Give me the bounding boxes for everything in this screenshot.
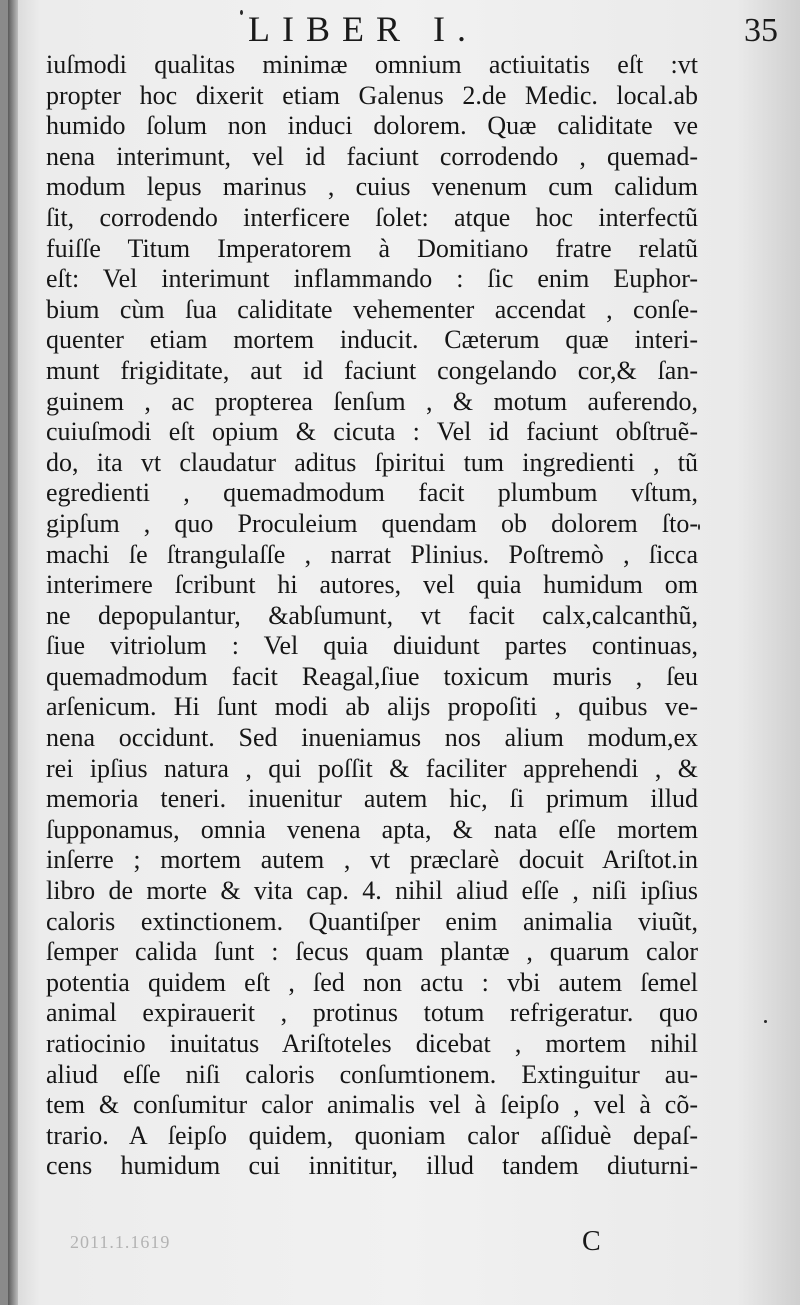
- book-page: [8, 0, 800, 1305]
- ink-speck: [764, 1020, 767, 1023]
- text-line: propter hoc dixerit etiam Galenus 2.de Medic. local.ab: [46, 80, 698, 110]
- text-line: memoria teneri. inuenitur autem hic, ſi primum illud: [46, 784, 698, 814]
- text-line: nena interimunt, vel id faciunt corrodendo , quemad-: [46, 141, 698, 171]
- text-line: iuſmodi qualitas minimæ omnium actiuitatis eſt :vt: [46, 50, 698, 79]
- text-line: trario. A ſeipſo quidem, quoniam calor aſſiduè depaſ-: [46, 1120, 698, 1150]
- text-line: quemadmodum facit Reagal,ſiue toxicum muris , ſeu: [46, 661, 698, 691]
- text-line: ſupponamus, omnia venena apta, & nata eſſe mortem: [46, 814, 698, 844]
- running-head: [8, 8, 800, 48]
- text-line: eſt: Vel interimunt inflammando : ſic enim Euphor-: [46, 264, 698, 294]
- text-line: potentia quidem eſt , ſed non actu : vbi autem ſemel: [46, 967, 698, 997]
- ink-speck: [240, 10, 243, 15]
- text-line: quenter etiam mortem inducit. Cæterum quæ interi-: [46, 325, 698, 355]
- text-line: rei ipſius natura , qui poſſit & faciliter apprehendi , &: [46, 753, 698, 783]
- text-line: ratiocinio inuitatus Ariſtoteles dicebat , mortem nihil: [46, 1029, 698, 1058]
- body-text: [46, 50, 698, 1182]
- text-line: bium cùm ſua caliditate vehementer accendat , conſe-: [46, 294, 698, 324]
- text-line: ne depopulantur, &abſumunt, vt facit calx,calcanthũ,: [46, 600, 698, 630]
- text-line: fuiſſe Titum Imperatorem à Domitiano fratre relatũ: [46, 233, 698, 263]
- text-line: interimere ſcribunt hi autores, vel quia humidum om: [46, 570, 698, 600]
- running-title: LIBER I.: [248, 9, 478, 49]
- text-line: do, ita vt claudatur aditus ſpiritui tum ingredienti , tũ: [46, 447, 698, 477]
- text-line: ſiue vitriolum : Vel quia diuidunt partes continuas,: [46, 631, 698, 661]
- text-line: modum lepus marinus , cuius venenum cum calidum: [46, 172, 698, 202]
- text-line: caloris extinctionem. Quantiſper enim animalia viuũt,: [46, 906, 698, 936]
- ink-speck: [698, 524, 700, 530]
- text-line: egredienti , quemadmodum facit plumbum vſtum,: [46, 478, 698, 508]
- text-line: humido ſolum non induci dolorem. Quæ caliditate ve: [46, 111, 698, 141]
- page-number: 35: [744, 12, 778, 49]
- text-line: cuiuſmodi eſt opium & cicuta : Vel id faciunt obſtruẽ-: [46, 417, 698, 447]
- text-line: gipſum , quo Proculeium quendam ob dolorem ſto-: [46, 508, 698, 538]
- text-line: libro de morte & vita cap. 4. nihil aliud eſſe , niſi ipſius: [46, 876, 698, 906]
- text-line: tem & conſumitur calor animalis vel à ſeipſo , vel à cõ-: [46, 1090, 698, 1120]
- text-line: inſerre ; mortem autem , vt præclarè docuit Ariſtot.in: [46, 845, 698, 875]
- text-line: machi ſe ſtrangulaſſe , narrat Plinius. Poſtremò , ſicca: [46, 539, 698, 569]
- text-line: ſemper calida ſunt : ſecus quam plantæ , quarum calor: [46, 937, 698, 967]
- text-line: guinem , ac propterea ſenſum , & motum auferendo,: [46, 386, 698, 416]
- text-line: nena occidunt. Sed inueniamus nos alium modum,ex: [46, 723, 698, 753]
- text-line: ſit, corrodendo interficere ſolet: atque hoc interfectũ: [46, 202, 698, 232]
- page-gutter-shadow: [8, 0, 18, 1305]
- text-line: arſenicum. Hi ſunt modi ab alijs propoſiti , quibus ve-: [46, 692, 698, 722]
- library-shelfmark: 2011.1.1619: [70, 1232, 171, 1252]
- catchword: C: [582, 1226, 601, 1257]
- text-line: aliud eſſe niſi caloris conſumtionem. Extinguitur au-: [46, 1059, 698, 1089]
- text-line: animal expirauerit , protinus totum refrigeratur. quo: [46, 998, 698, 1028]
- text-line: munt frigiditate, aut id faciunt congelando cor,& ſan-: [46, 355, 698, 385]
- text-line: cens humidum cui innititur, illud tandem diuturni-: [46, 1151, 698, 1181]
